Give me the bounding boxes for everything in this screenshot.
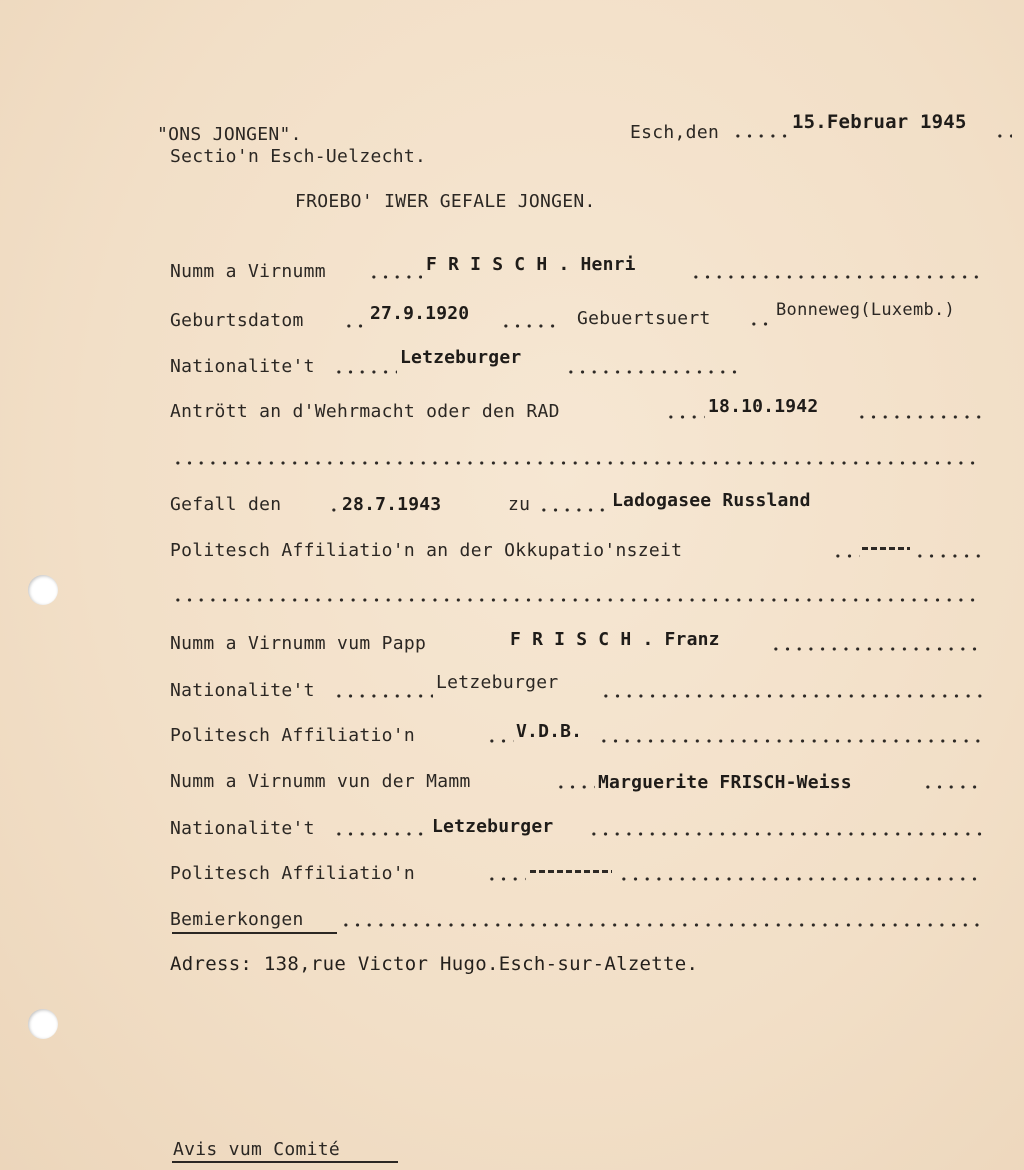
entry-dots-a bbox=[665, 415, 705, 419]
header-date: 15.Februar 1945 bbox=[792, 111, 967, 133]
nationality-value: Letzeburger bbox=[400, 347, 522, 368]
fallen-label: Gefall den bbox=[170, 494, 282, 515]
punch-hole-bottom bbox=[28, 1009, 58, 1039]
father-dots bbox=[770, 647, 982, 651]
father-political-label: Politesch Affiliatio'n bbox=[170, 725, 416, 746]
father-nationality-dots-b bbox=[600, 694, 982, 698]
birthdate-dots-a bbox=[343, 324, 367, 328]
fallen-at-label: zu bbox=[508, 494, 531, 515]
mother-political-dash bbox=[530, 870, 612, 873]
nationality-dots-b bbox=[565, 370, 740, 374]
date-dots bbox=[732, 134, 790, 138]
birthdate-dots-b bbox=[500, 324, 560, 328]
birthplace-value: Bonneweg(Luxemb.) bbox=[776, 300, 956, 320]
mother-nationality-dots-b bbox=[588, 832, 982, 836]
committee-label: Avis vum Comité bbox=[173, 1139, 341, 1160]
mother-political-dots-a bbox=[486, 877, 526, 881]
entry-label: Antrött an d'Wehrmacht oder den RAD bbox=[170, 401, 560, 422]
org-name: "ONS JONGEN". bbox=[157, 124, 302, 145]
committee-underline bbox=[172, 1161, 398, 1163]
mother-political-dots-b bbox=[618, 877, 982, 881]
mother-dots-a bbox=[555, 785, 595, 789]
fallen-date: 28.7.1943 bbox=[342, 494, 442, 515]
birthdate-value: 27.9.1920 bbox=[370, 303, 470, 324]
mother-political-label: Politesch Affiliatio'n bbox=[170, 863, 416, 884]
mother-nationality-value: Letzeburger bbox=[432, 816, 554, 837]
name-label: Numm a Virnumm bbox=[170, 261, 326, 282]
entry-continuation-dots bbox=[172, 461, 982, 465]
name-dots-a bbox=[368, 275, 422, 279]
entry-value: 18.10.1942 bbox=[708, 396, 819, 417]
mother-label: Numm a Virnumm vun der Mamm bbox=[170, 771, 471, 792]
political-label: Politesch Affiliatio'n an der Okkupatio'nszeit bbox=[170, 540, 683, 561]
form-title: FROEBO' IWER GEFALE JONGEN. bbox=[295, 191, 596, 212]
father-political-dots-b bbox=[598, 739, 982, 743]
political-dash bbox=[862, 547, 910, 550]
mother-dots-b bbox=[922, 785, 982, 789]
punch-hole-top bbox=[28, 575, 58, 605]
name-value: F R I S C H . Henri bbox=[426, 254, 636, 275]
father-nationality-label: Nationalite't bbox=[170, 680, 315, 701]
nationality-label: Nationalite't bbox=[170, 356, 315, 377]
birthplace-dots bbox=[748, 322, 774, 326]
mother-nationality-label: Nationalite't bbox=[170, 818, 315, 839]
birthplace-label: Gebuertsuert bbox=[577, 308, 711, 329]
remarks-label: Bemierkongen bbox=[170, 909, 304, 930]
entry-dots-b bbox=[856, 415, 982, 419]
political-continuation-dots bbox=[172, 598, 982, 602]
address-line: Adress: 138,rue Victor Hugo.Esch-sur-Alzette. bbox=[170, 953, 699, 975]
name-dots-b bbox=[690, 275, 982, 279]
fallen-dots-b bbox=[538, 508, 610, 512]
father-nationality-value: Letzeburger bbox=[436, 672, 559, 693]
father-political-value: V.D.B. bbox=[516, 721, 583, 742]
place-label: Esch,den bbox=[630, 122, 720, 143]
section-name: Sectio'n Esch-Uelzecht. bbox=[170, 146, 427, 167]
mother-nationality-dots-a bbox=[333, 832, 429, 836]
mother-value: Marguerite FRISCH-Weiss bbox=[598, 772, 852, 793]
birthdate-label: Geburtsdatom bbox=[170, 310, 304, 331]
political-dots-a bbox=[832, 554, 860, 558]
fallen-place: Ladogasee Russland bbox=[612, 490, 811, 511]
date-dots-end bbox=[994, 134, 1012, 138]
father-value: F R I S C H . Franz bbox=[510, 629, 720, 650]
political-dots-b bbox=[914, 554, 982, 558]
nationality-dots-a bbox=[333, 370, 397, 374]
father-nationality-dots-a bbox=[333, 694, 433, 698]
father-political-dots-a bbox=[486, 739, 514, 743]
remarks-underline bbox=[172, 932, 337, 934]
father-label: Numm a Virnumm vum Papp bbox=[170, 633, 427, 654]
fallen-dots-a bbox=[328, 508, 342, 512]
remarks-dots bbox=[340, 923, 982, 927]
